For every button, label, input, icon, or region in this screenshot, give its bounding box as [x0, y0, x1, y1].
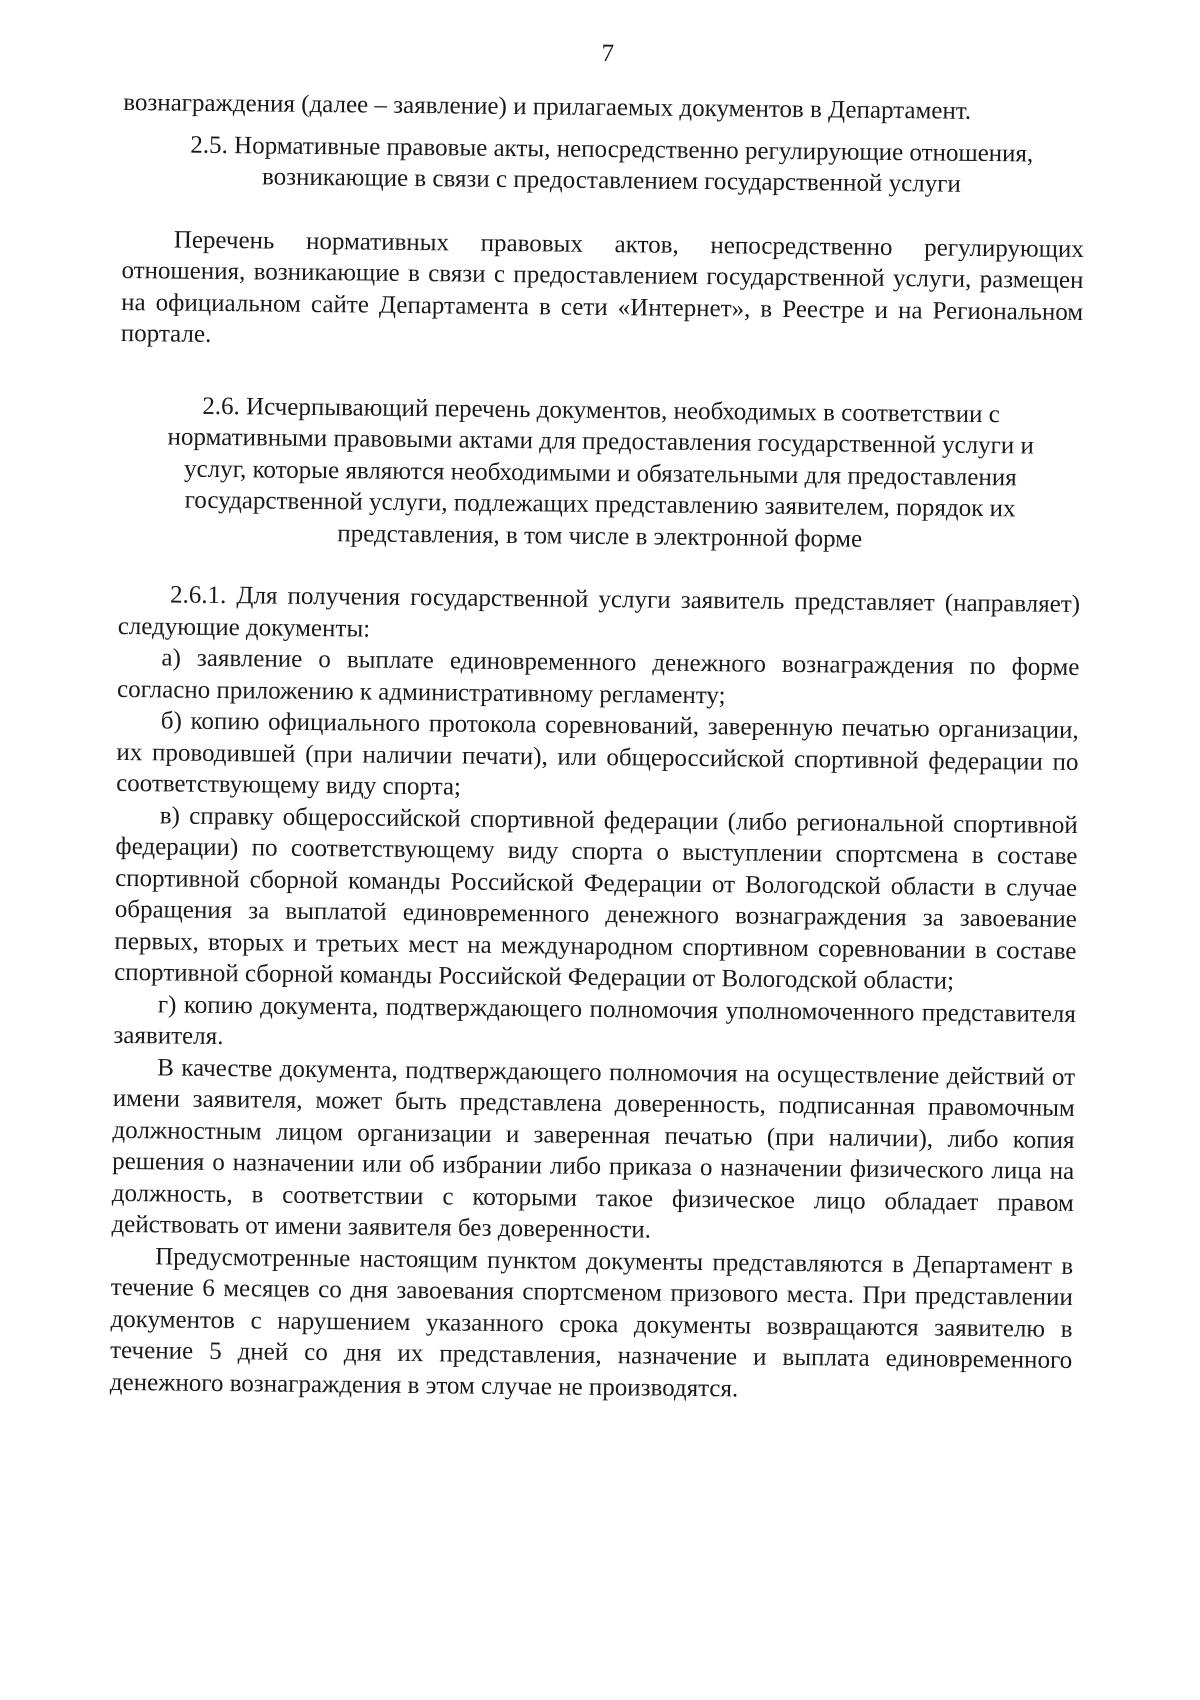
list-item-v: в) справку общероссийской спортивной федерации (либо региональной спортивной федерации) по соответствующему виду спорта о выступлении спортсмена в составе спортивной сборной команды Российской Федерации от Вологодской области в случае обращения за выплатой единовременного денежного вознаграждения за завоевание первых, вторых и третьих мест на международном спортивном соревновании в составе спортивной сборной команды Российской Федерации от Вологодской области; — [114, 801, 1078, 995]
paragraph-srok: Предусмотренные настоящим пунктом документы представляются в Департамент в течение 6 месяцев со дня завоевания спортсменом призового места. При представлении документов с нарушением указанного срока документы возвращаются заявителю в течение 5 дней со дня их представления, назначение и выплата единовременного денежного вознаграждения в этом случае не производятся. — [109, 1242, 1074, 1402]
document-body — [110, 87, 1086, 1408]
paragraph-2-5-list: Перечень нормативных правовых актов, непосредственно регулирующих отношения, возникающие в связи с предоставлением государственной услуги, размещен на официальном сайте Департамента в сети «Интернет», в Реестре и на Региональном портале. — [120, 226, 1084, 348]
section-heading-2-6: 2.6. Исчерпывающий перечень документов, необходимых в соответствии с нормативными правовыми актами для предоставления государственной услуги и услуг, которые являются необходимыми и обязательными для предоставления государственной услуги, подлежащих представлению заявителем, порядок их представления, в том числе в электронной форме — [167, 392, 1035, 553]
paragraph-2-6-1: 2.6.1. Для получения государственной услуги заявитель представляет (направляет) следующие документы: — [117, 581, 1081, 643]
page-number: 7 — [601, 39, 615, 68]
list-item-g: г) копию документа, подтверждающего полномочия уполномоченного представителя заявителя. — [113, 990, 1076, 1051]
section-heading-2-5: 2.5. Нормативные правовые акты, непосредственно регулирующие отношения, возникающие в связи с предоставлением государственной услуги — [190, 131, 1034, 198]
list-item-b: б) копию официального протокола соревнований, заверенную печатью организации, их проводившей (при наличии печати), или общероссийской спортивной федерации по соответствующему виду спорта; — [116, 707, 1079, 801]
list-item-a: а) заявление о выплате единовременного денежного вознаграждения по форме согласно приложению к административному регламенту; — [116, 644, 1080, 709]
paragraph-doverennost: В качестве документа, подтверждающего полномочия на осуществление действий от имени заявителя, может быть представлена доверенность, подписанная правомочным должностным лицом организации и заверенная печатью (при наличии), либо копия решения о назначении или об избрании либо приказа о назначении физического лица на должность, в соответствии с которыми такое физическое лицо обладает правом действовать от имени заявителя без доверенности. — [111, 1053, 1076, 1244]
continuation-paragraph: вознаграждения (далее – заявление) и прилагаемых документов в Департамент. — [123, 88, 972, 125]
